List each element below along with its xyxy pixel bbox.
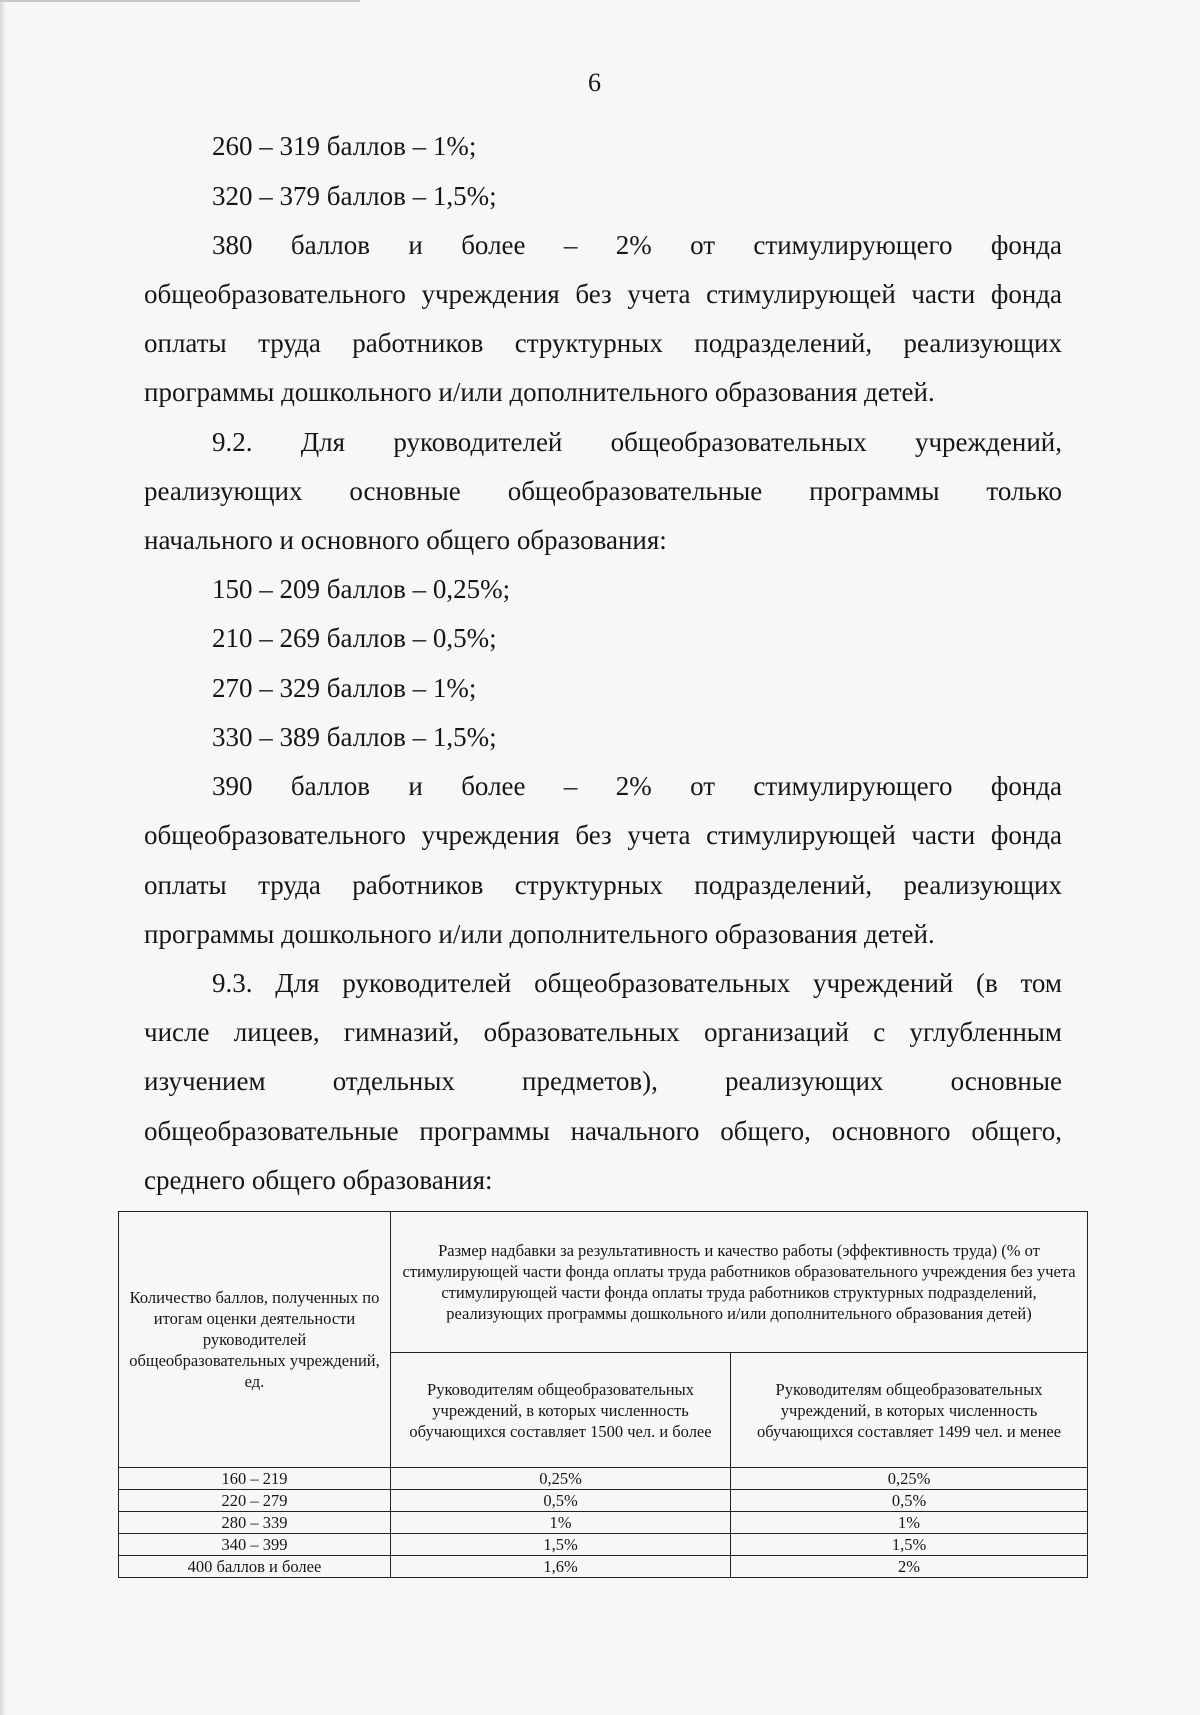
text-line: программы дошкольного и/или дополнительного образования детей. xyxy=(144,919,935,949)
text-line: оплаты труда работников структурных подразделений, реализующих xyxy=(144,328,1062,358)
text-line: среднего общего образования: xyxy=(144,1165,493,1195)
table-row xyxy=(119,1556,1088,1578)
scan-top-line xyxy=(0,0,360,2)
column-header-points: Количество баллов, полученных по итогам оценки деятельности руководителей общеобразовательных учреждений, ед. xyxy=(119,1212,391,1468)
bonus-large-cell: 0,25% xyxy=(391,1468,731,1490)
bonus-small-cell: 0,25% xyxy=(731,1468,1088,1490)
text-line: 270 – 329 баллов – 1%; xyxy=(212,673,477,703)
text-line: 320 – 379 баллов – 1,5%; xyxy=(212,181,497,211)
text-line: 390 баллов и более – 2% от стимулирующего фонда xyxy=(212,771,1062,801)
text-line: программы дошкольного и/или дополнительного образования детей. xyxy=(144,377,935,407)
table-row xyxy=(119,1468,1088,1490)
points-cell: 280 – 339 xyxy=(119,1512,391,1534)
text-line: начального и основного общего образования: xyxy=(144,525,667,555)
bonus-large-cell: 1,6% xyxy=(391,1556,731,1578)
text-line: 9.2. Для руководителей общеобразовательных учреждений, xyxy=(212,427,1062,457)
column-header-1499-and-less: Руководителям общеобразовательных учреждений, в которых численность обучающихся составляет 1499 чел. и менее xyxy=(731,1353,1088,1468)
bonus-small-cell: 1,5% xyxy=(731,1534,1088,1556)
column-header-bonus-size: Размер надбавки за результативность и качество работы (эффективность труда) (% от стимулирующей части фонда оплаты труда работников образовательного учреждения без учета стимулирующей части фонда оплаты труда работников структурных подразделений, реализующих программы дошкольного и/или дополнительного образования детей) xyxy=(391,1212,1088,1353)
points-cell: 400 баллов и более xyxy=(119,1556,391,1578)
points-cell: 220 – 279 xyxy=(119,1490,391,1512)
text-line: общеобразовательного учреждения без учета стимулирующей части фонда xyxy=(144,279,1062,309)
text-line: 9.3. Для руководителей общеобразовательных учреждений (в том xyxy=(212,968,1062,998)
text-line: реализующих основные общеобразовательные программы только xyxy=(144,476,1062,506)
table-row xyxy=(119,1490,1088,1512)
text-line: 150 – 209 баллов – 0,25%; xyxy=(212,574,511,604)
bonus-small-cell: 1% xyxy=(731,1512,1088,1534)
bonus-large-cell: 0,5% xyxy=(391,1490,731,1512)
bonus-small-cell: 0,5% xyxy=(731,1490,1088,1512)
text-line: общеобразовательного учреждения без учета стимулирующей части фонда xyxy=(144,820,1062,850)
text-line: 260 – 319 баллов – 1%; xyxy=(212,131,477,161)
text-line: изучением отдельных предметов), реализующих основные xyxy=(144,1066,1062,1096)
bonus-large-cell: 1% xyxy=(391,1512,731,1534)
text-line: общеобразовательные программы начального общего, основного общего, xyxy=(144,1116,1062,1146)
column-header-1500-and-more: Руководителям общеобразовательных учреждений, в которых численность обучающихся составляет 1500 чел. и более xyxy=(391,1353,731,1468)
text-line: оплаты труда работников структурных подразделений, реализующих xyxy=(144,870,1062,900)
text-line: числе лицеев, гимназий, образовательных организаций с углубленным xyxy=(144,1017,1062,1047)
table-row xyxy=(119,1534,1088,1556)
bonus-small-cell: 2% xyxy=(731,1556,1088,1578)
text-line: 210 – 269 баллов – 0,5%; xyxy=(212,623,497,653)
text-line: 330 – 389 баллов – 1,5%; xyxy=(212,722,497,752)
table-row xyxy=(119,1512,1088,1534)
text-line: 380 баллов и более – 2% от стимулирующего фонда xyxy=(212,230,1062,260)
bonus-large-cell: 1,5% xyxy=(391,1534,731,1556)
bonus-table xyxy=(118,1211,1088,1578)
scan-edge-shadow xyxy=(0,0,6,1715)
points-cell: 160 – 219 xyxy=(119,1468,391,1490)
page-number: 6 xyxy=(588,68,601,97)
points-cell: 340 – 399 xyxy=(119,1534,391,1556)
